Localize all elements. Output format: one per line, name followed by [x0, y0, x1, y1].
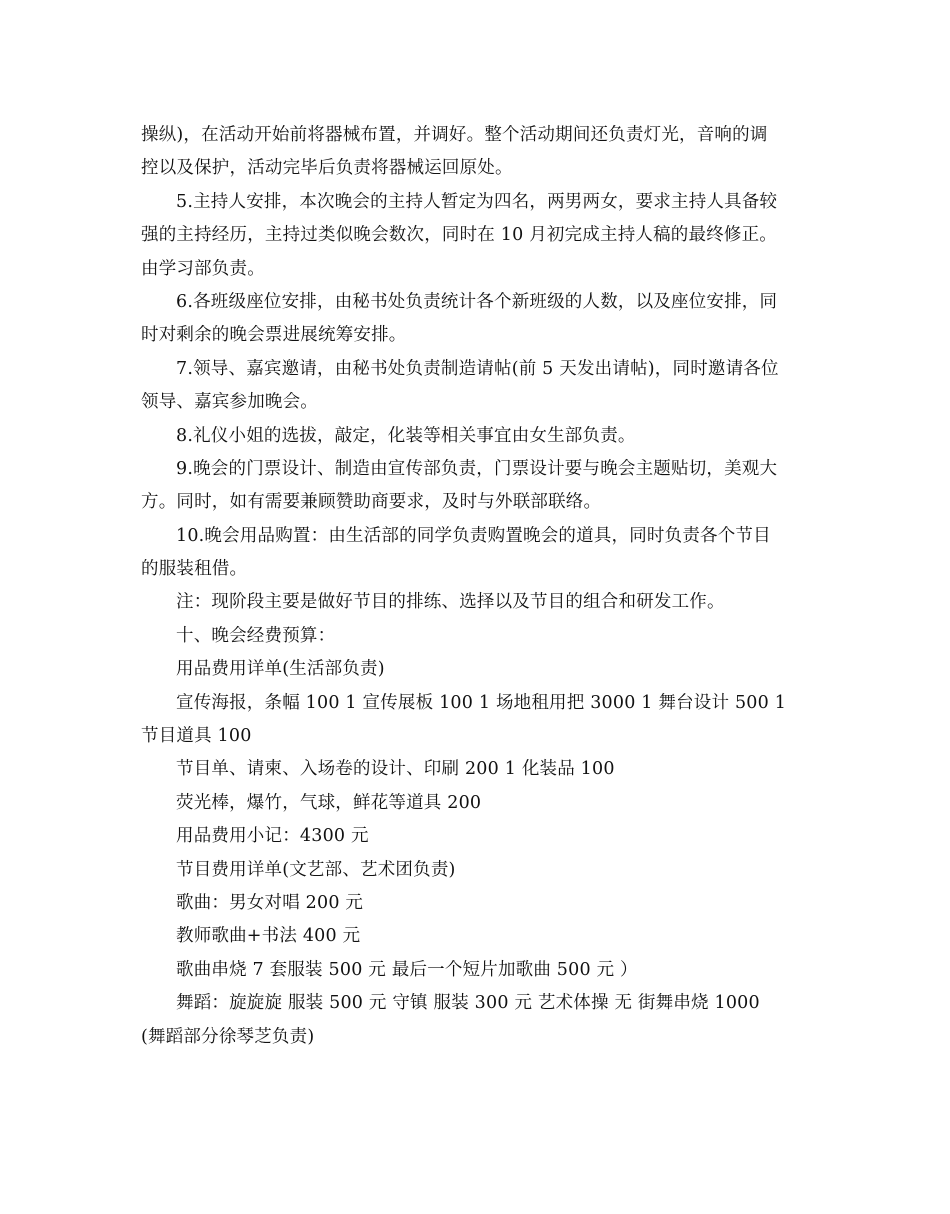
text-line: 节目单、请柬、入场卷的设计、印刷 200 1 化装品 100 [176, 759, 615, 780]
text-line: 5.主持人安排，本次晚会的主持人暂定为四名，两男两女，要求主持人具备较 [176, 191, 778, 212]
text-line: 10.晚会用品购置：由生活部的同学负责购置晚会的道具，同时负责各个节目 [176, 525, 771, 546]
text-line: 注：现阶段主要是做好节目的排练、选择以及节目的组合和研发工作。 [176, 592, 725, 613]
text-line: 9.晚会的门票设计、制造由宣传部负责，门票设计要与晚会主题贴切，美观大 [176, 458, 778, 479]
text-line: 由学习部负责。 [141, 258, 265, 279]
text-line: 领导、嘉宾参加晚会。 [141, 392, 318, 413]
text-line: 歌曲：男女对唱 200 元 [176, 892, 364, 913]
text-line: 时对剩余的晚会票进展统筹安排。 [141, 325, 407, 346]
text-line: 宣传海报，条幅 100 1 宣传展板 100 1 场地租用把 3000 1 舞台设计 500 1 [176, 692, 787, 713]
text-line: 强的主持经历，主持过类似晚会数次，同时在 10 月初完成主持人稿的最终修正。 [141, 225, 777, 246]
text-line: 舞蹈：旋旋旋 服装 500 元 守镇 服装 300 元 艺术体操 无 街舞串烧 1000 [176, 993, 760, 1014]
text-line: 操纵)，在活动开始前将器械布置，并调好。整个活动期间还负责灯光，音响的调 [141, 125, 768, 145]
text-line: 用品费用详单(生活部负责) [176, 659, 385, 680]
text-line: 十、晚会经费预算： [176, 625, 336, 646]
text-line: 荧光棒，爆竹，气球，鲜花等道具 200 [176, 792, 482, 813]
text-line: (舞蹈部分徐琴芝负责) [141, 1026, 315, 1047]
text-line: 7.领导、嘉宾邀请，由秘书处负责制造请帖(前 5 天发出请帖)，同时邀请各位 [176, 358, 779, 379]
text-line: 6.各班级座位安排，由秘书处负责统计各个新班级的人数，以及座位安排，同 [176, 291, 778, 312]
document-body [141, 119, 810, 1054]
text-line: 歌曲串烧 7 套服装 500 元 最后一个短片加歌曲 500 元 ） [176, 959, 638, 980]
text-line: 8.礼仪小姐的选拔，敲定，化装等相关事宜由女生部负责。 [176, 425, 636, 446]
text-line: 控以及保护，活动完毕后负责将器械运回原处。 [141, 158, 513, 179]
text-line: 教师歌曲+书法 400 元 [176, 926, 361, 947]
text-line: 用品费用小记：4300 元 [176, 826, 369, 847]
text-line: 的服装租借。 [141, 559, 248, 580]
text-line: 节目费用详单(文艺部、艺术团负责) [176, 859, 456, 880]
text-line: 节目道具 100 [141, 726, 252, 747]
text-line: 方。同时，如有需要兼顾赞助商要求，及时与外联部联络。 [141, 492, 602, 513]
